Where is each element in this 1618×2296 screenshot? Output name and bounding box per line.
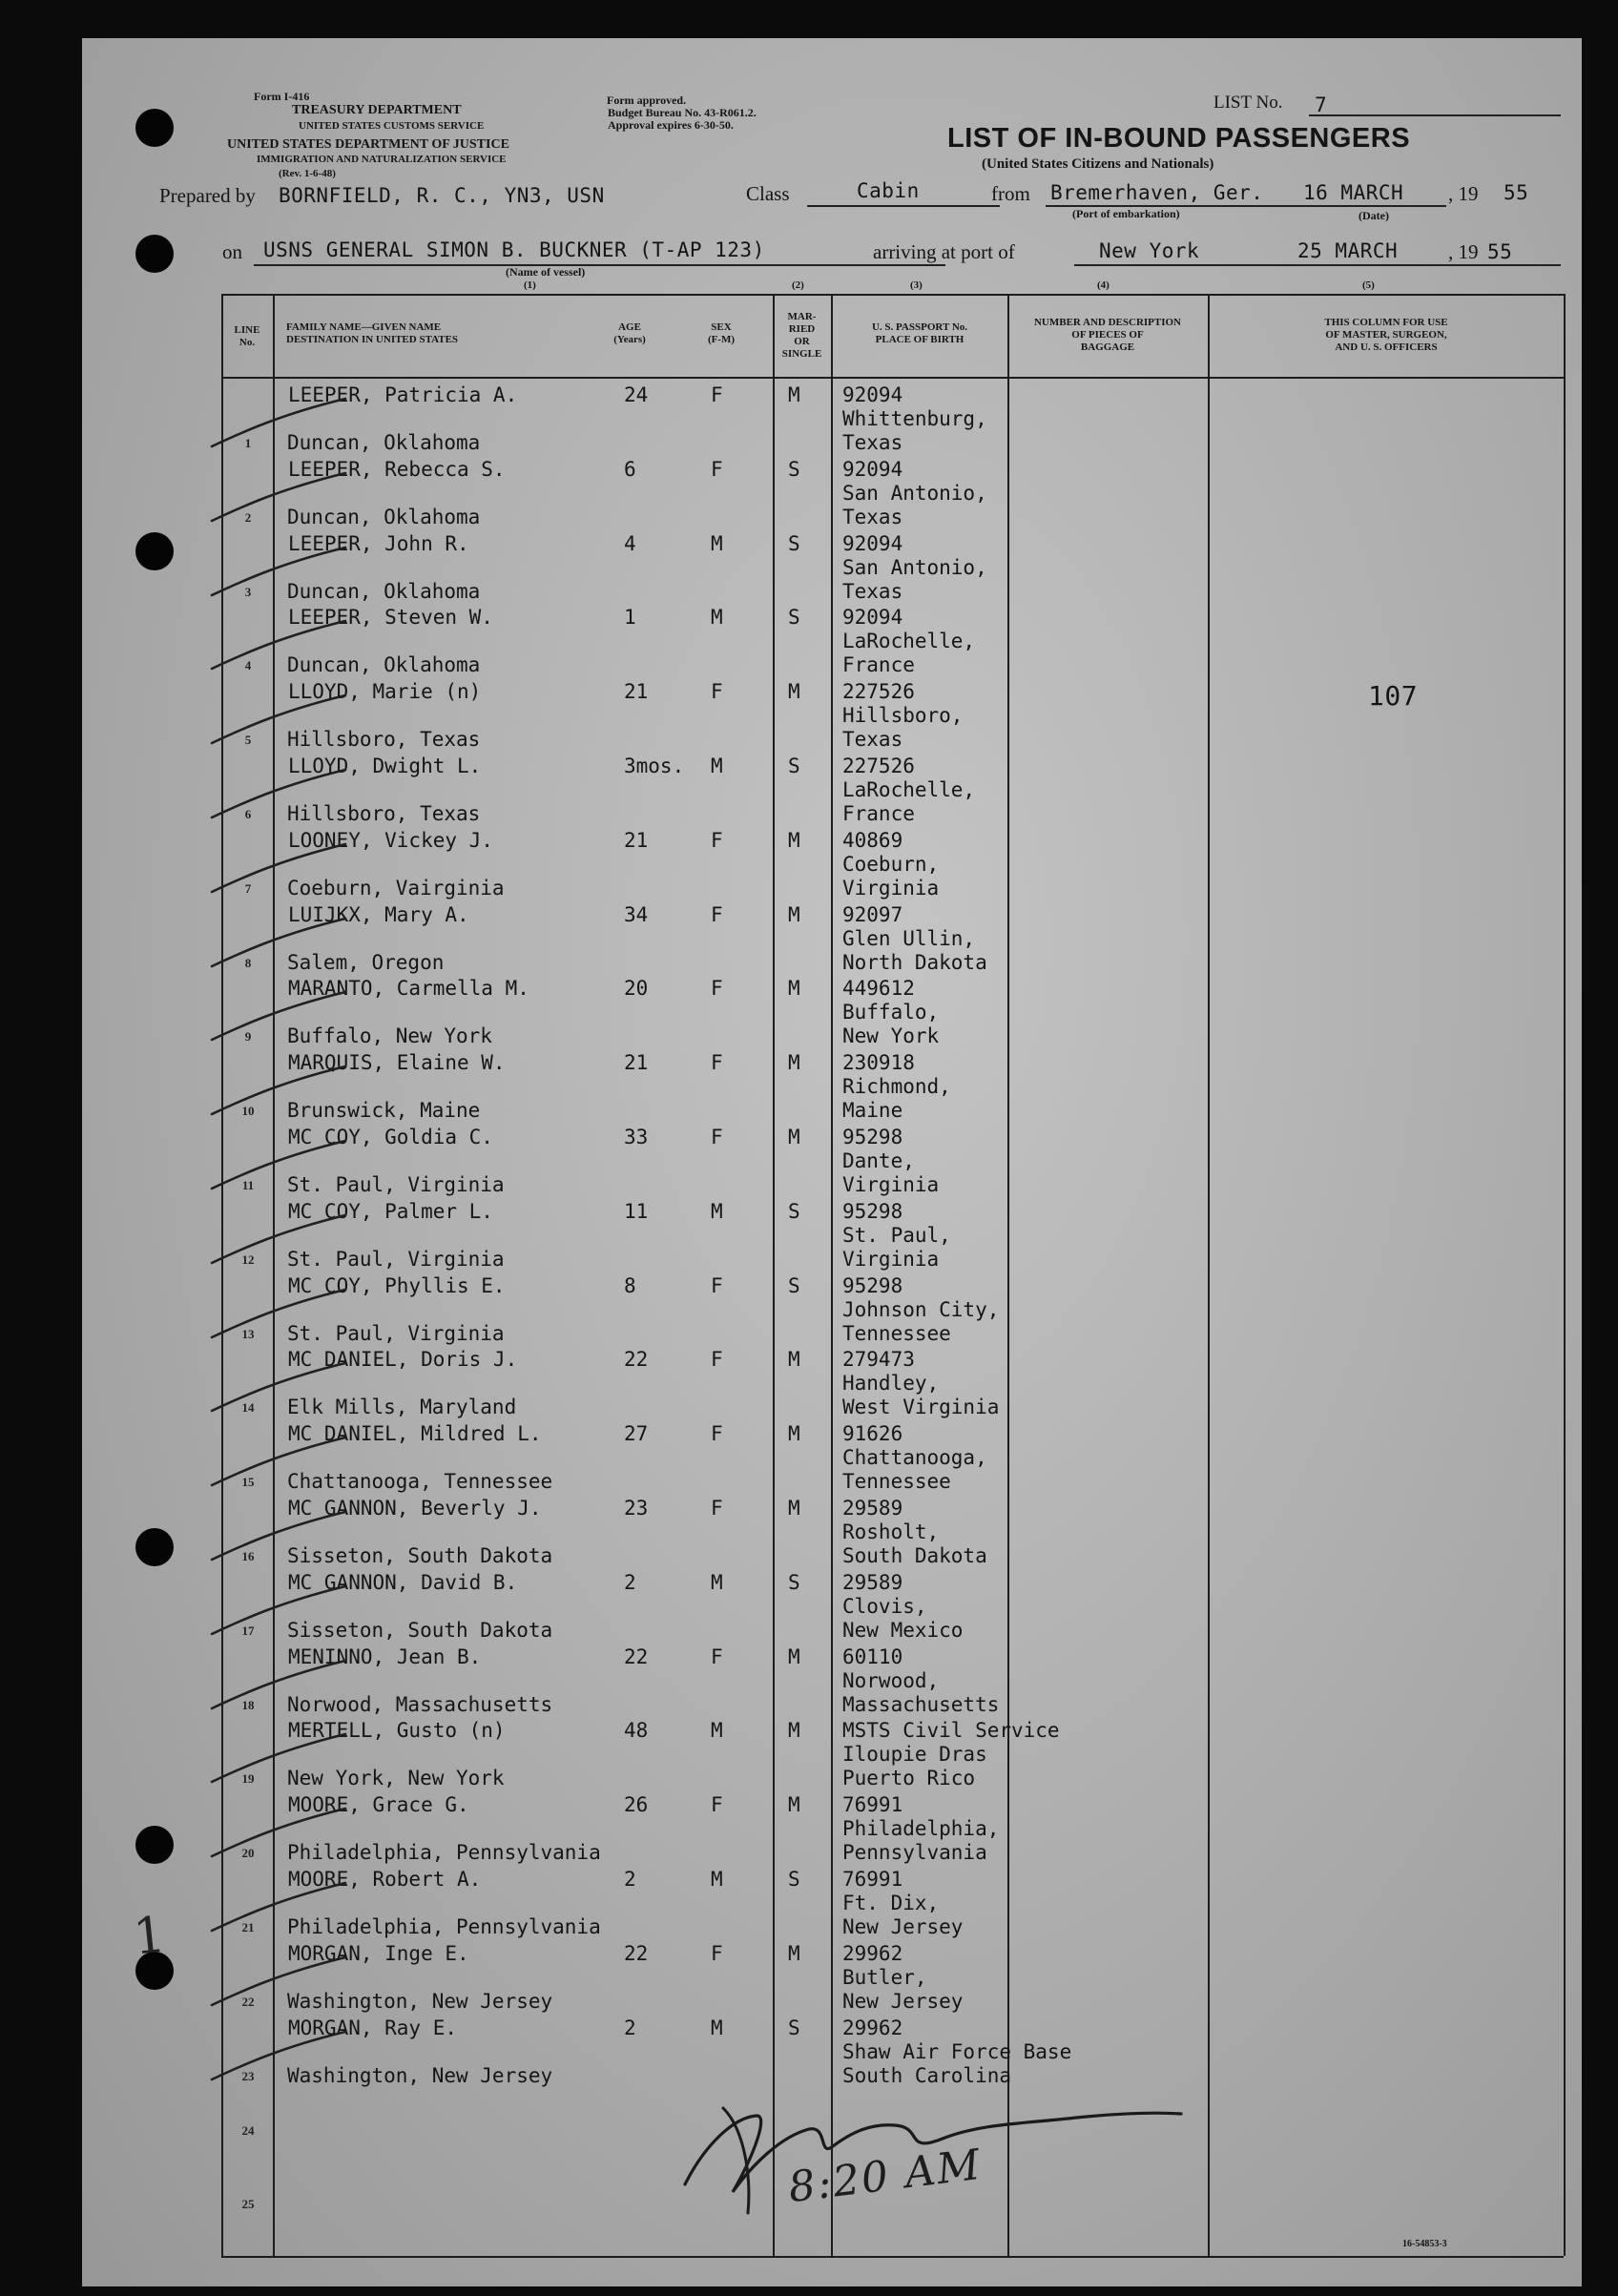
- header-line-no: LINE No.: [234, 324, 260, 348]
- passenger-passport: 29962: [842, 2016, 903, 2039]
- checkmark-icon: [206, 1581, 349, 1638]
- column-number-1: (1): [524, 279, 536, 291]
- passenger-birthplace-state: Maine: [842, 1099, 903, 1123]
- passenger-marital: M: [788, 1497, 800, 1520]
- line-number: 13: [241, 1326, 255, 1341]
- line-number: 3: [244, 584, 252, 599]
- vessel-caption: (Name of vessel): [506, 265, 586, 279]
- passenger-birthplace-state: New Jersey: [842, 1989, 964, 2013]
- passenger-passport: 91626: [842, 1422, 903, 1446]
- checkmark-icon: [206, 1655, 349, 1712]
- passenger-passport: 279473: [842, 1348, 915, 1372]
- passenger-marital: S: [788, 1570, 800, 1594]
- passenger-marital: M: [788, 1051, 800, 1075]
- passenger-name: LLOYD, Dwight L.: [288, 755, 482, 777]
- departure-year: 55: [1504, 181, 1529, 204]
- passenger-age: 3mos.: [624, 755, 685, 777]
- passenger-name: MC COY, Goldia C.: [288, 1126, 493, 1148]
- passenger-name: LEEPER, Patricia A.: [288, 383, 518, 406]
- passenger-marital: M: [788, 902, 800, 926]
- port-of-embarkation: Bremerhaven, Ger.: [1050, 181, 1264, 204]
- passenger-birthplace: Clovis,: [842, 1594, 927, 1618]
- passenger-birthplace-state: New Mexico: [842, 1618, 964, 1642]
- column-number-2: (2): [792, 279, 804, 291]
- line-number: 24: [241, 2123, 255, 2138]
- header-name: FAMILY NAME—GIVEN NAME DESTINATION IN UNITED STATES: [286, 321, 459, 345]
- from-label: from: [991, 182, 1030, 205]
- class-value: Cabin: [857, 179, 920, 202]
- column-divider: [1007, 294, 1009, 2256]
- passenger-passport: 92094: [842, 383, 903, 406]
- passenger-birthplace: Hillsboro,: [842, 704, 964, 728]
- passenger-age: 21: [624, 1051, 649, 1075]
- column-divider: [773, 294, 775, 2256]
- passenger-marital: S: [788, 531, 800, 555]
- checkmark-icon: [206, 1061, 349, 1118]
- checkmark-icon: [206, 1135, 349, 1192]
- checkmark-icon: [206, 1210, 349, 1267]
- header-sex: SEX (F-M): [707, 321, 736, 345]
- column-divider: [831, 294, 833, 2256]
- passenger-age: 4: [624, 531, 636, 555]
- binder-hole: [135, 109, 174, 147]
- line-number: 11: [241, 1178, 255, 1192]
- passenger-destination: Duncan, Oklahoma: [287, 579, 481, 603]
- checkmark-icon: [206, 986, 349, 1044]
- passenger-passport: 449612: [842, 977, 915, 1001]
- passenger-passport: 92094: [842, 606, 903, 630]
- passenger-passport: 95298: [842, 1126, 903, 1148]
- departure-year-prefix: , 19: [1448, 182, 1479, 205]
- passenger-birthplace: Shaw Air Force Base: [842, 2039, 1072, 2063]
- line-number: 4: [244, 658, 252, 673]
- form-approved: Form approved.: [607, 93, 687, 107]
- passenger-name: LEEPER, Rebecca S.: [288, 457, 506, 481]
- passenger-birthplace: LaRochelle,: [842, 778, 976, 801]
- passenger-birthplace: Handley,: [842, 1372, 940, 1396]
- line-number: 9: [244, 1029, 252, 1045]
- passenger-name: MOORE, Robert A.: [288, 1868, 482, 1891]
- passenger-destination: Brunswick, Maine: [287, 1099, 481, 1123]
- passenger-passport: 76991: [842, 1793, 903, 1817]
- line-number: 2: [244, 509, 252, 525]
- passenger-destination: Washington, New Jersey: [287, 2063, 553, 2087]
- arrival-line: [1074, 264, 1561, 266]
- passenger-birthplace-state: Puerto Rico: [842, 1767, 976, 1790]
- header-passport: U. S. PASSPORT No. PLACE OF BIRTH: [871, 321, 968, 345]
- form-code: 16-54853-3: [1402, 2239, 1447, 2249]
- passenger-age: 2: [624, 2016, 636, 2039]
- passenger-destination: Coeburn, Vairginia: [287, 876, 505, 900]
- checkmark-icon: [206, 615, 349, 672]
- passenger-age: 34: [624, 902, 649, 926]
- passenger-birthplace-state: South Carolina: [842, 2063, 1012, 2087]
- passenger-birthplace: Dante,: [842, 1149, 915, 1172]
- passenger-sex: F: [711, 1422, 723, 1446]
- passenger-marital: S: [788, 457, 800, 481]
- passenger-marital: M: [788, 1793, 800, 1817]
- passenger-age: 11: [624, 1199, 649, 1223]
- passenger-marital: M: [788, 383, 800, 406]
- passenger-birthplace: Buffalo,: [842, 1001, 940, 1024]
- line-number: 21: [241, 1920, 255, 1934]
- passenger-birthplace: Coeburn,: [842, 852, 940, 876]
- passenger-birthplace: Glen Ullin,: [842, 926, 976, 950]
- passenger-sex: M: [711, 2016, 723, 2039]
- passenger-name: MC DANIEL, Doris J.: [288, 1348, 518, 1372]
- passenger-age: 22: [624, 1644, 649, 1668]
- passenger-marital: S: [788, 1868, 800, 1891]
- arriving-label: arriving at port of: [873, 240, 1015, 263]
- passenger-birthplace-state: Texas: [842, 505, 903, 528]
- line-number: 23: [241, 2068, 255, 2083]
- passenger-age: 2: [624, 1868, 636, 1891]
- checkmark-icon: [206, 1284, 349, 1341]
- arrival-year: 55: [1487, 240, 1513, 263]
- column-divider: [1208, 294, 1210, 2256]
- checkmark-icon: [206, 542, 349, 599]
- passenger-sex: F: [711, 1126, 723, 1148]
- passenger-marital: M: [788, 1644, 800, 1668]
- passenger-birthplace-state: Virginia: [842, 1247, 940, 1271]
- approval-expires: Approval expires 6-30-50.: [608, 118, 734, 132]
- passenger-age: 22: [624, 1941, 649, 1965]
- passenger-name: MOORE, Grace G.: [288, 1793, 469, 1817]
- passenger-name: MC GANNON, Beverly J.: [288, 1497, 542, 1520]
- passenger-destination: Philadelphia, Pennsylvania: [287, 1915, 601, 1938]
- line-number: 22: [241, 1994, 255, 2009]
- vessel-label: on: [222, 240, 242, 263]
- class-label: Class: [746, 182, 790, 205]
- passenger-destination: New York, New York: [287, 1767, 505, 1790]
- passenger-sex: F: [711, 383, 723, 406]
- passenger-destination: St. Paul, Virginia: [287, 1173, 505, 1196]
- passenger-marital: M: [788, 1126, 800, 1148]
- passenger-birthplace: Chattanooga,: [842, 1446, 987, 1470]
- passenger-destination: Norwood, Massachusetts: [287, 1692, 553, 1716]
- checkmark-icon: [206, 393, 349, 450]
- passenger-passport: 29589: [842, 1497, 903, 1520]
- checkmark-icon: [206, 1432, 349, 1489]
- passenger-destination: Philadelphia, Pennsylvania: [287, 1841, 601, 1865]
- passenger-marital: M: [788, 1941, 800, 1965]
- checkmark-icon: [206, 2026, 349, 2083]
- passenger-name: LLOYD, Marie (n): [288, 680, 482, 704]
- passenger-destination: Sisseton, South Dakota: [287, 1544, 553, 1567]
- departure-date: 16 MARCH: [1303, 181, 1404, 204]
- passenger-sex: F: [711, 977, 723, 1001]
- header-married: MAR- RIED OR SINGLE: [781, 311, 822, 360]
- passenger-birthplace-state: Tennessee: [842, 1470, 951, 1494]
- passenger-marital: M: [788, 1422, 800, 1446]
- passenger-passport: 40869: [842, 828, 903, 852]
- passenger-passport: 92097: [842, 902, 903, 926]
- passenger-birthplace: Richmond,: [842, 1075, 951, 1099]
- line-number: 15: [241, 1475, 255, 1490]
- passenger-sex: M: [711, 755, 723, 777]
- checkmark-icon: [206, 1506, 349, 1563]
- form-number: Form I-416: [254, 90, 310, 103]
- passenger-birthplace-state: France: [842, 653, 915, 677]
- passenger-sex: F: [711, 680, 723, 704]
- line-number: 18: [241, 1697, 255, 1712]
- passenger-sex: F: [711, 1051, 723, 1075]
- passenger-birthplace: San Antonio,: [842, 555, 987, 579]
- passenger-destination: Sisseton, South Dakota: [287, 1618, 553, 1642]
- passenger-passport: MSTS Civil Service: [842, 1719, 1060, 1743]
- passenger-name: MARANTO, Carmella M.: [288, 977, 529, 1001]
- passenger-sex: M: [711, 531, 723, 555]
- prepared-by-value: BORNFIELD, R. C., YN3, USN: [279, 184, 605, 207]
- form-page: [82, 38, 1582, 2286]
- passenger-passport: 29962: [842, 1941, 903, 1965]
- passenger-age: 48: [624, 1719, 649, 1743]
- passenger-birthplace-state: South Dakota: [842, 1544, 987, 1567]
- passenger-name: MORGAN, Ray E.: [288, 2016, 458, 2039]
- passenger-birthplace: Whittenburg,: [842, 407, 987, 430]
- passenger-destination: Duncan, Oklahoma: [287, 505, 481, 528]
- date-caption: (Date): [1359, 209, 1389, 222]
- passenger-destination: Salem, Oregon: [287, 950, 445, 974]
- passenger-sex: F: [711, 1348, 723, 1372]
- passenger-destination: St. Paul, Virginia: [287, 1321, 505, 1345]
- passenger-name: MC GANNON, David B.: [288, 1570, 518, 1594]
- passenger-name: MC DANIEL, Mildred L.: [288, 1422, 542, 1446]
- passenger-birthplace-state: New York: [842, 1024, 940, 1048]
- passenger-passport: 95298: [842, 1273, 903, 1297]
- form-revision: (Rev. 1-6-48): [279, 168, 336, 179]
- passenger-name: LUIJKX, Mary A.: [288, 902, 469, 926]
- binder-hole: [135, 1528, 174, 1566]
- passenger-destination: Hillsboro, Texas: [287, 802, 481, 825]
- vessel-name: USNS GENERAL SIMON B. BUCKNER (T-AP 123): [263, 238, 765, 261]
- line-number: 16: [241, 1549, 255, 1563]
- officer-annotation: 107: [1368, 680, 1419, 712]
- passenger-marital: M: [788, 680, 800, 704]
- passenger-name: MC COY, Palmer L.: [288, 1199, 493, 1223]
- passenger-age: 2: [624, 1570, 636, 1594]
- passenger-marital: M: [788, 977, 800, 1001]
- passenger-name: MORGAN, Inge E.: [288, 1941, 469, 1965]
- passenger-marital: M: [788, 828, 800, 852]
- passenger-birthplace-state: Massachusetts: [842, 1692, 1000, 1716]
- arrival-port: New York: [1099, 239, 1200, 262]
- passenger-birthplace: Rosholt,: [842, 1520, 940, 1543]
- passenger-birthplace: San Antonio,: [842, 481, 987, 505]
- table-right-border: [1564, 294, 1566, 2256]
- passenger-destination: Elk Mills, Maryland: [287, 1396, 517, 1419]
- passenger-sex: M: [711, 1570, 723, 1594]
- passenger-birthplace: Iloupie Dras: [842, 1743, 987, 1767]
- passenger-birthplace-state: France: [842, 802, 915, 825]
- list-number-label: LIST No.: [1214, 93, 1283, 113]
- passenger-birthplace-state: Virginia: [842, 876, 940, 900]
- passenger-passport: 227526: [842, 680, 915, 704]
- passenger-birthplace: Ft. Dix,: [842, 1892, 940, 1914]
- list-number-line: [1309, 114, 1561, 116]
- passenger-birthplace-state: Texas: [842, 579, 903, 603]
- justice-dept: UNITED STATES DEPARTMENT OF JUSTICE: [227, 137, 509, 152]
- passenger-passport: 76991: [842, 1868, 903, 1891]
- passenger-marital: S: [788, 2016, 800, 2039]
- passenger-destination: Duncan, Oklahoma: [287, 431, 481, 454]
- checkmark-icon: [206, 690, 349, 747]
- passenger-birthplace: LaRochelle,: [842, 630, 976, 653]
- passenger-marital: S: [788, 1199, 800, 1223]
- passenger-age: 24: [624, 383, 649, 406]
- checkmark-icon: [206, 1357, 349, 1415]
- passenger-passport: 92094: [842, 457, 903, 481]
- passenger-sex: F: [711, 1644, 723, 1668]
- passenger-age: 8: [624, 1273, 636, 1297]
- line-number: 6: [244, 807, 252, 821]
- passenger-sex: F: [711, 1497, 723, 1520]
- header-bottom-border: [221, 377, 1564, 379]
- passenger-name: MENINNO, Jean B.: [288, 1644, 482, 1668]
- passenger-passport: 29589: [842, 1570, 903, 1594]
- passenger-sex: F: [711, 828, 723, 852]
- passenger-age: 33: [624, 1126, 649, 1148]
- passenger-marital: M: [788, 1348, 800, 1372]
- passenger-sex: F: [711, 1941, 723, 1965]
- passenger-age: 27: [624, 1422, 649, 1446]
- passenger-birthplace: Butler,: [842, 1965, 927, 1989]
- checkmark-icon: [206, 1877, 349, 1934]
- binder-hole: [135, 235, 174, 273]
- passenger-birthplace-state: Virginia: [842, 1173, 940, 1196]
- passenger-birthplace-state: Texas: [842, 431, 903, 454]
- header-baggage: NUMBER AND DESCRIPTION OF PIECES OF BAGGAGE: [1033, 317, 1182, 353]
- passenger-name: LEEPER, John R.: [288, 531, 469, 555]
- margin-mark: 1: [130, 1906, 169, 1967]
- passenger-birthplace-state: West Virginia: [842, 1396, 1000, 1419]
- passenger-birthplace: St. Paul,: [842, 1223, 951, 1247]
- table-bottom-border: [221, 2256, 1564, 2258]
- header-officers: THIS COLUMN FOR USE OF MASTER, SURGEON, AND U. S. OFFICERS: [1324, 317, 1448, 353]
- treasury-dept: TREASURY DEPARTMENT: [292, 103, 462, 117]
- passenger-age: 1: [624, 606, 636, 630]
- passenger-passport: 230918: [842, 1051, 915, 1075]
- passenger-sex: F: [711, 1793, 723, 1817]
- column-number-3: (3): [910, 279, 923, 291]
- checkmark-icon: [206, 838, 349, 896]
- customs-service: UNITED STATES CUSTOMS SERVICE: [299, 120, 485, 132]
- passenger-sex: M: [711, 606, 723, 630]
- passenger-name: MERTELL, Gusto (n): [288, 1719, 506, 1743]
- column-number-4: (4): [1097, 279, 1110, 291]
- line-number: 17: [241, 1623, 255, 1638]
- passenger-age: 6: [624, 457, 636, 481]
- passenger-birthplace: Johnson City,: [842, 1297, 1000, 1321]
- passenger-age: 21: [624, 680, 649, 704]
- passenger-sex: F: [711, 902, 723, 926]
- table-top-border: [221, 294, 1564, 296]
- passenger-name: LEEPER, Steven W.: [288, 606, 493, 630]
- checkmark-icon: [206, 1952, 349, 2009]
- passenger-name: MARQUIS, Elaine W.: [288, 1051, 506, 1075]
- passenger-passport: 92094: [842, 531, 903, 555]
- checkmark-icon: [206, 764, 349, 821]
- line-number: 5: [244, 733, 252, 748]
- passenger-birthplace-state: North Dakota: [842, 950, 987, 974]
- passenger-age: 20: [624, 977, 649, 1001]
- list-number: 7: [1315, 93, 1328, 116]
- handwritten-time: 8:20 AM: [785, 2140, 985, 2213]
- line-number: 8: [244, 955, 252, 970]
- passenger-destination: Washington, New Jersey: [287, 1989, 553, 2013]
- line-number: 10: [241, 1104, 255, 1119]
- passenger-sex: M: [711, 1199, 723, 1223]
- line-number: 14: [241, 1400, 255, 1416]
- passenger-passport: 95298: [842, 1199, 903, 1223]
- form-title: LIST OF IN-BOUND PASSENGERS: [947, 123, 1411, 154]
- passenger-passport: 227526: [842, 755, 915, 777]
- passenger-destination: Buffalo, New York: [287, 1024, 492, 1048]
- arrival-date: 25 MARCH: [1297, 239, 1399, 262]
- binder-hole: [135, 1826, 174, 1864]
- passenger-age: 21: [624, 828, 649, 852]
- line-number: 19: [241, 1771, 255, 1787]
- passenger-marital: S: [788, 1273, 800, 1297]
- checkmark-icon: [206, 1803, 349, 1860]
- passenger-sex: M: [711, 1719, 723, 1743]
- class-line: [807, 205, 1000, 207]
- passenger-age: 26: [624, 1793, 649, 1817]
- passenger-marital: M: [788, 1719, 800, 1743]
- prepared-by-label: Prepared by: [159, 184, 256, 207]
- arrival-year-prefix: , 19: [1448, 240, 1479, 263]
- column-number-5: (5): [1362, 279, 1375, 291]
- form-subtitle: (United States Citizens and Nationals): [982, 156, 1214, 172]
- line-number: 12: [241, 1251, 255, 1267]
- header-age: AGE (Years): [613, 321, 646, 345]
- passenger-sex: M: [711, 1868, 723, 1891]
- passenger-name: MC COY, Phyllis E.: [288, 1273, 506, 1297]
- passenger-destination: St. Paul, Virginia: [287, 1247, 505, 1271]
- passenger-sex: F: [711, 457, 723, 481]
- vessel-line: [254, 264, 945, 266]
- line-number: 20: [241, 1846, 255, 1861]
- checkmark-icon: [206, 1728, 349, 1786]
- passenger-birthplace: Philadelphia,: [842, 1817, 1000, 1841]
- passenger-destination: Duncan, Oklahoma: [287, 653, 481, 677]
- passenger-birthplace-state: Texas: [842, 728, 903, 752]
- line-number: 1: [244, 436, 252, 450]
- passenger-birthplace-state: New Jersey: [842, 1915, 964, 1938]
- binder-hole: [135, 532, 174, 570]
- passenger-age: 23: [624, 1497, 649, 1520]
- passenger-birthplace-state: Pennsylvania: [842, 1841, 987, 1865]
- checkmark-icon: [206, 467, 349, 525]
- passenger-passport: 60110: [842, 1644, 903, 1668]
- passenger-destination: Hillsboro, Texas: [287, 728, 481, 752]
- passenger-sex: F: [711, 1273, 723, 1297]
- ins-service: IMMIGRATION AND NATURALIZATION SERVICE: [257, 154, 507, 165]
- passenger-birthplace: Norwood,: [842, 1668, 940, 1692]
- passenger-marital: S: [788, 606, 800, 630]
- checkmark-icon: [206, 913, 349, 970]
- passenger-birthplace-state: Tennessee: [842, 1321, 951, 1345]
- embarkation-caption: (Port of embarkation): [1072, 207, 1180, 220]
- line-number: 7: [244, 880, 252, 896]
- passenger-name: LOONEY, Vickey J.: [288, 828, 493, 852]
- passenger-destination: Chattanooga, Tennessee: [287, 1470, 553, 1494]
- passenger-age: 22: [624, 1348, 649, 1372]
- passenger-marital: S: [788, 755, 800, 777]
- line-number: 25: [241, 2197, 255, 2211]
- budget-bureau: Budget Bureau No. 43-R061.2.: [608, 106, 757, 119]
